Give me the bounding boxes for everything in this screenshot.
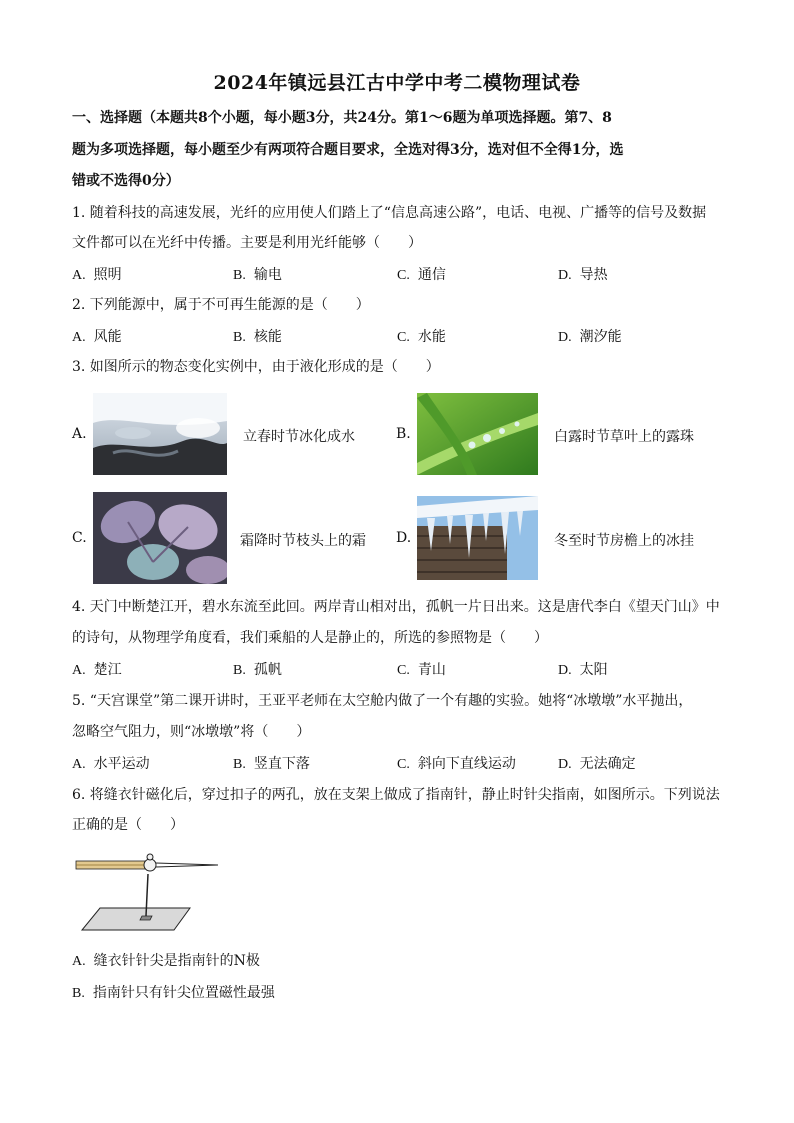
q4-option-c[interactable]: C. 青山 xyxy=(397,662,446,678)
q5-stem-line-2: 忽略空气阻力，则“冰墩墩”将（ ） xyxy=(72,724,311,740)
q1-option-d[interactable]: D. 导热 xyxy=(558,267,608,283)
q2-option-c[interactable]: C. 水能 xyxy=(397,329,446,345)
q5-stem-line-1: 5. “天宫课堂”第二课开讲时，王亚平老师在太空舱内做了一个有趣的实验。她将“冰墩墩”水平抛出， xyxy=(72,693,693,709)
q3-option-b-letter[interactable]: B. xyxy=(396,426,411,442)
q3-stem: 3. 如图所示的物态变化实例中，由于液化形成的是（ ） xyxy=(72,359,440,375)
q3-option-c-text[interactable]: 霜降时节枝头上的霜 xyxy=(240,533,366,549)
q3-photo-frost-on-leaves xyxy=(93,492,227,584)
q4-stem-line-2: 的诗句，从物理学角度看，我们乘船的人是静止的，所选的参照物是（ ） xyxy=(72,630,548,646)
q3-photo-melting-ice xyxy=(93,393,227,475)
q5-option-c[interactable]: C. 斜向下直线运动 xyxy=(397,756,516,772)
q2-options xyxy=(72,326,732,346)
q3-option-d-letter[interactable]: D. xyxy=(396,530,412,546)
q5-options xyxy=(72,753,732,773)
q2-option-a[interactable]: A. 风能 xyxy=(72,329,122,345)
q6-option-b[interactable]: B. 指南针只有针尖位置磁性最强 xyxy=(72,985,275,1001)
q2-option-d[interactable]: D. 潮汐能 xyxy=(558,329,622,345)
q4-option-b[interactable]: B. 孤帆 xyxy=(233,662,282,678)
q3-photo-dew-on-grass xyxy=(417,393,538,475)
q5-option-b[interactable]: B. 竖直下落 xyxy=(233,756,310,772)
q1-stem-line-1: 1. 随着科技的高速发展，光纤的应用使人们踏上了“信息高速公路”，电话、电视、广播等的信号及数据 xyxy=(72,205,707,221)
q6-stem-line-1: 6. 将缝衣针磁化后，穿过扣子的两孔，放在支架上做成了指南针，静止时针尖指南，如图所示。下列说法 xyxy=(72,787,720,803)
q4-options xyxy=(72,659,732,679)
exam-title: 2024年镇远县江古中学中考二模物理试卷 xyxy=(213,72,581,94)
q6-compass-needle-figure xyxy=(72,850,222,935)
section-heading-line-1: 一、选择题（本题共8个小题，每小题3分，共24分。第1～6题为单项选择题。第7、8 xyxy=(72,110,612,126)
q6-option-a[interactable]: A. 缝衣针针尖是指南针的N极 xyxy=(72,953,260,969)
q1-stem-line-2: 文件都可以在光纤中传播。主要是利用光纤能够（ ） xyxy=(72,235,422,251)
q1-option-c[interactable]: C. 通信 xyxy=(397,267,446,283)
q5-option-a[interactable]: A. 水平运动 xyxy=(72,756,150,772)
q3-option-a-letter[interactable]: A. xyxy=(72,426,87,442)
q4-option-a[interactable]: A. 楚江 xyxy=(72,662,122,678)
q5-option-d[interactable]: D. 无法确定 xyxy=(558,756,636,772)
q3-option-a-text[interactable]: 立春时节冰化成水 xyxy=(243,429,355,445)
section-heading-line-3: 错或不选得0分） xyxy=(72,173,180,189)
q4-option-d[interactable]: D. 太阳 xyxy=(558,662,608,678)
q1-option-a[interactable]: A. 照明 xyxy=(72,267,122,283)
q6-stem-line-2: 正确的是（ ） xyxy=(72,817,184,833)
q3-option-d-text[interactable]: 冬至时节房檐上的冰挂 xyxy=(554,533,694,549)
q3-photo-icicles-on-eaves xyxy=(417,496,538,580)
q3-option-b-text[interactable]: 白露时节草叶上的露珠 xyxy=(554,429,694,445)
section-heading-line-2: 题为多项选择题，每小题至少有两项符合题目要求，全选对得3分，选对但不全得1分，选 xyxy=(72,142,624,158)
q3-option-c-letter[interactable]: C. xyxy=(72,530,87,546)
q2-stem: 2. 下列能源中，属于不可再生能源的是（ ） xyxy=(72,297,370,313)
q1-option-b[interactable]: B. 输电 xyxy=(233,267,282,283)
q1-options xyxy=(72,264,732,284)
q2-option-b[interactable]: B. 核能 xyxy=(233,329,282,345)
q4-stem-line-1: 4. 天门中断楚江开，碧水东流至此回。两岸青山相对出，孤帆一片日出来。这是唐代李白《望天门山》中 xyxy=(72,599,720,615)
